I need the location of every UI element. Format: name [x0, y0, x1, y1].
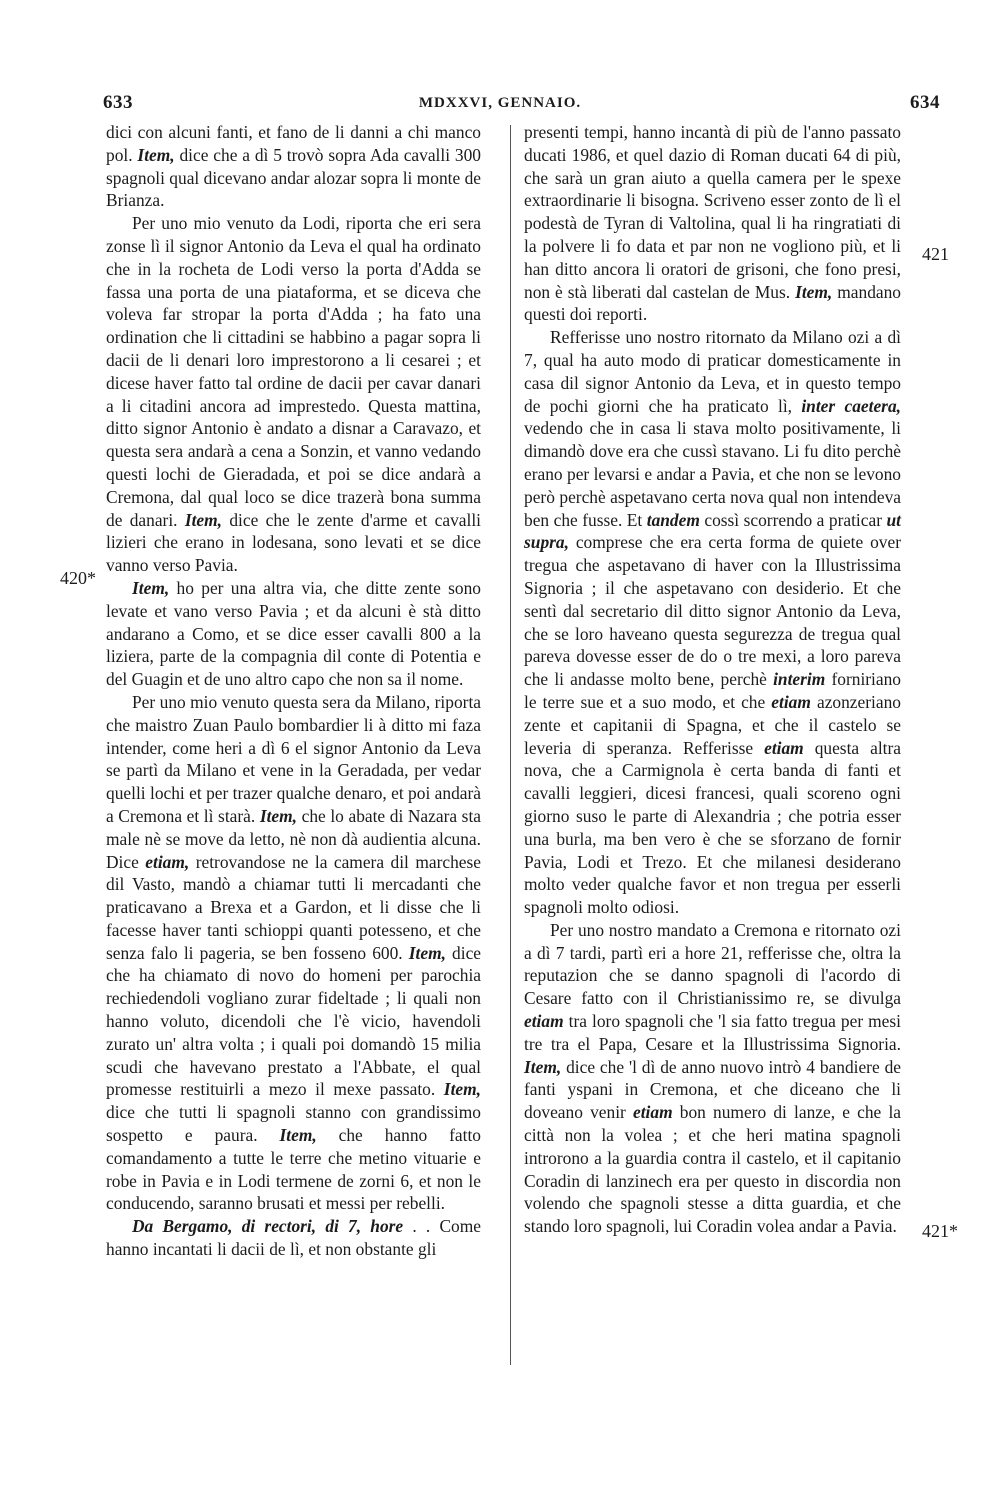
text-run: dice che tutti li spagnoli stanno con grandissimo sospetto e paura. [106, 1102, 481, 1146]
paragraph [106, 691, 481, 1215]
text-run: Per uno mio venuto da Lodi, riporta che eri sera zonse lì il signor Antonio da Leva el qual ha ordinato che in la rocheta de Lodi verso la porta d'Adda se fassa una porta de una piataforma, et se diceva che voleva far stropar la porta d'Adda ; ha fato una ordination che li cittadini se habbino a pagar sopra li dacii de li denari loro imprestorono a li cesarei ; et dicese haver fatto tal ordine de dacii per cavar danari a li citadini ancora ad imprestedo. Questa mattina, ditto signor Antonio è andato a disnar a Caravazo, et questa sera andarà a cena a Sonzin, et vanno vedando questi lochi de Gieradada, et poi se dice andarà a Cremona, dal qual loco se dice trazerà bona summa de danari. [106, 213, 481, 530]
page-number-right: 634 [910, 92, 940, 113]
italic-text: Item, [132, 577, 170, 598]
italic-text: etiam [524, 1011, 564, 1032]
paragraph [524, 326, 901, 919]
paragraph [524, 919, 901, 1238]
column-divider [510, 125, 511, 1365]
text-run: dice che a dì 5 trovò sopra Ada cavalli 300 spagnoli qual dicevano andar alozar sopra li monte de Brianza. [106, 144, 481, 211]
text-run: Refferisse uno nostro ritornato da Milano ozi a dì 7, qual ha auto modo di praticar domesticamente in casa dil signor Antonio da Leva, et in questo tempo de pochi giorni che ha praticato lì, [524, 327, 901, 416]
paragraph [106, 212, 481, 577]
paragraph [106, 577, 481, 691]
page-number-left: 633 [103, 92, 133, 113]
text-run: dice che 'l dì de anno nuovo intrò 4 bandiere de fanti yspani in Cremona, et che diceano che li doveano venir [524, 1056, 901, 1123]
italic-text: Item, [279, 1125, 317, 1146]
italic-text: Item, [137, 144, 175, 165]
text-run: dice che le zente d'arme et cavalli lizieri che erano in lodesana, sono levati et se dice vanno verso Pavia. [106, 509, 481, 576]
text-run: Per uno mio venuto questa sera da Milano, riporta che maistro Zuan Paulo bombardier li à ditto mi faza intender, come heri a dì 6 el signor Antonio da Leva se partì da Milano et vene in la Geradada, per vedar quelli lochi et per trazer qualche denaro, et poi andarà a Cremona et lì starà. [106, 691, 481, 826]
text-run: azonzeriano zente et capitanii di Spagna, et che il castelo se leveria di speranza. Refferisse [524, 691, 901, 758]
paragraph [106, 1215, 481, 1261]
text-run: retrovandose ne la camera dil marchese dil Vasto, mandò a chiamar tutti li mercadanti che praticavano a Brexa et a Gardon, et li disse che li facesse haver tanti schioppi quanti potesseno, et che senza falo li pageria, se ben fosseno 600. [106, 851, 481, 963]
text-run: dici con alcuni fanti, et fano de li danni a chi manco pol. [106, 122, 481, 165]
text-run: comprese che era certa forma de quiete over tregua che aspetavano di haver con la Illustrissima Signoria ; il che aspetavano con desiderio. Et che sentì dal secretario dil ditto signor Antonio da Leva, che se loro haveano questa segurezza de tregua qual pareva dovesse esser de do o tre mexi, a loro pareva che li andasse molto bene, perchè [524, 532, 901, 690]
margin-number-right-bottom: 421* [922, 1221, 958, 1241]
text-run: presenti tempi, hanno incantà di più de l'anno passato ducati 1986, et quel dazio di Roman ducati 64 di più, che sarà un gran aiuto a quella camera per le spexe extraordinarie li bisogna. Scriveno esser zonto de lì el podestà de Tyran di Valtolina, qual li ha ringratiati di la polvere li fo data et par non ne vogliono più, et li han ditto ancora li oratori de grisoni, che fono presi, non è stà liberati dal castelan de Mus. [524, 122, 901, 302]
text-run: questa altra nova, che a Carmignola è certa banda di fanti et cavalli leggieri, dicesi francesi, quali scoreno ogni giorno suso le parte di Alexandria ; che potria esser una burla, ma ben vero è che se sforzano de fornir Pavia, Lodi et Trezo. Et che milanesi desiderano molto veder qualche favor et non tregua per esserli spagnoli molto odiosi. [524, 737, 901, 918]
text-run: . . Come hanno incantati li dacii de lì, et non obstante gli [106, 1216, 481, 1260]
italic-text: interim [773, 669, 826, 690]
text-run: che lo abate di Nazara sta male nè se move da letto, nè non dà audientia alcuna. Dice [106, 805, 482, 872]
italic-text: tandem [646, 509, 700, 530]
italic-text: Item, [184, 509, 223, 530]
italic-text: etiam [764, 737, 804, 758]
text-run: cossì scorrendo a praticar [699, 509, 887, 530]
text-run: Per uno nostro mandato a Cremona e ritornato ozi a dì 7 tardi, partì eri a hore 21, refferisse che, oltra la reputazion che se danno spagnoli di l'acordo di Cesare fatto con il Christianissimo re, se divulga [524, 919, 901, 1009]
italic-text: Item, [408, 942, 446, 963]
italic-text: etiam, [145, 851, 190, 872]
italic-text: Item, [443, 1079, 481, 1100]
italic-text: Item, [259, 805, 298, 826]
text-run: dice che ha chiamato di novo do homeni per parochia rechiedendoli vogliano zurar fideltade ; li quali non hanno voluto, dicendoli che l'è vicio, havendoli zurato un' altra volta ; i quali poi domandò 15 milia scudi che havevano prestato a l'Abbate, el qual promesse restituirli a mezo il mexe passato. [106, 942, 482, 1100]
text-run: che hanno fatto comandamento a tutte le terre che metino vituarie e robe in Pavia e in Lodi termene de zorni 6, et non le conducendo, saranno brusati et messi per rebelli. [106, 1125, 482, 1214]
italic-text: Da Bergamo, di rectori, di 7, hore [132, 1216, 404, 1237]
left-column [106, 121, 481, 1261]
text-run: mandano questi doi reporti. [524, 281, 901, 325]
paragraph [106, 121, 481, 212]
text-run: ho per una altra via, che ditte zente sono levate et vano verso Pavia ; et da alcuni è stà ditto andarano a Como, et se dice esser cavalli 800 a la liziera, parte de la compagnia dil conte di Potentia e del Guagin et de uno altro capo che non sa il nome. [106, 577, 481, 690]
text-run: tra loro spagnoli che 'l sia fatto tregua per mesi tre tra el Papa, Cesare et la Illustrissima Signoria. [524, 1011, 901, 1054]
right-column [524, 121, 901, 1238]
italic-text: etiam [633, 1102, 673, 1123]
italic-text: inter caetera, [801, 395, 901, 416]
margin-number-right-top: 421 [922, 244, 949, 264]
italic-text: etiam [771, 691, 811, 712]
text-run: forniriano le terre sue et a suo modo, et che [524, 669, 902, 712]
italic-text: ut supra, [524, 509, 901, 553]
italic-text: Item, [524, 1056, 562, 1077]
paragraph [524, 121, 901, 326]
italic-text: Item, [795, 281, 833, 302]
margin-number-left: 420* [60, 568, 96, 588]
text-run: bon numero di lanze, e che la città non la volea ; et che heri matina spagnoli introrono a la guardia contra il castelo, et il capitanio Coradin di lanzinech era per questo in discordia non volendo che spagnoli stesse a ditta guardia, et che stando loro spagnoli, lui Coradin volea andar a Pavia. [524, 1102, 901, 1237]
running-title: MDXXVI, GENNAIO. [418, 95, 582, 111]
text-run: vedendo che in casa li stava molto positivamente, li dimandò dove era che cussì stavano. Li fu dito perchè erano per levarsi e andar a Pavia, et che non se levono però perchè aspetavano certa nova qual non intendeva ben che fusse. Et [524, 418, 901, 530]
